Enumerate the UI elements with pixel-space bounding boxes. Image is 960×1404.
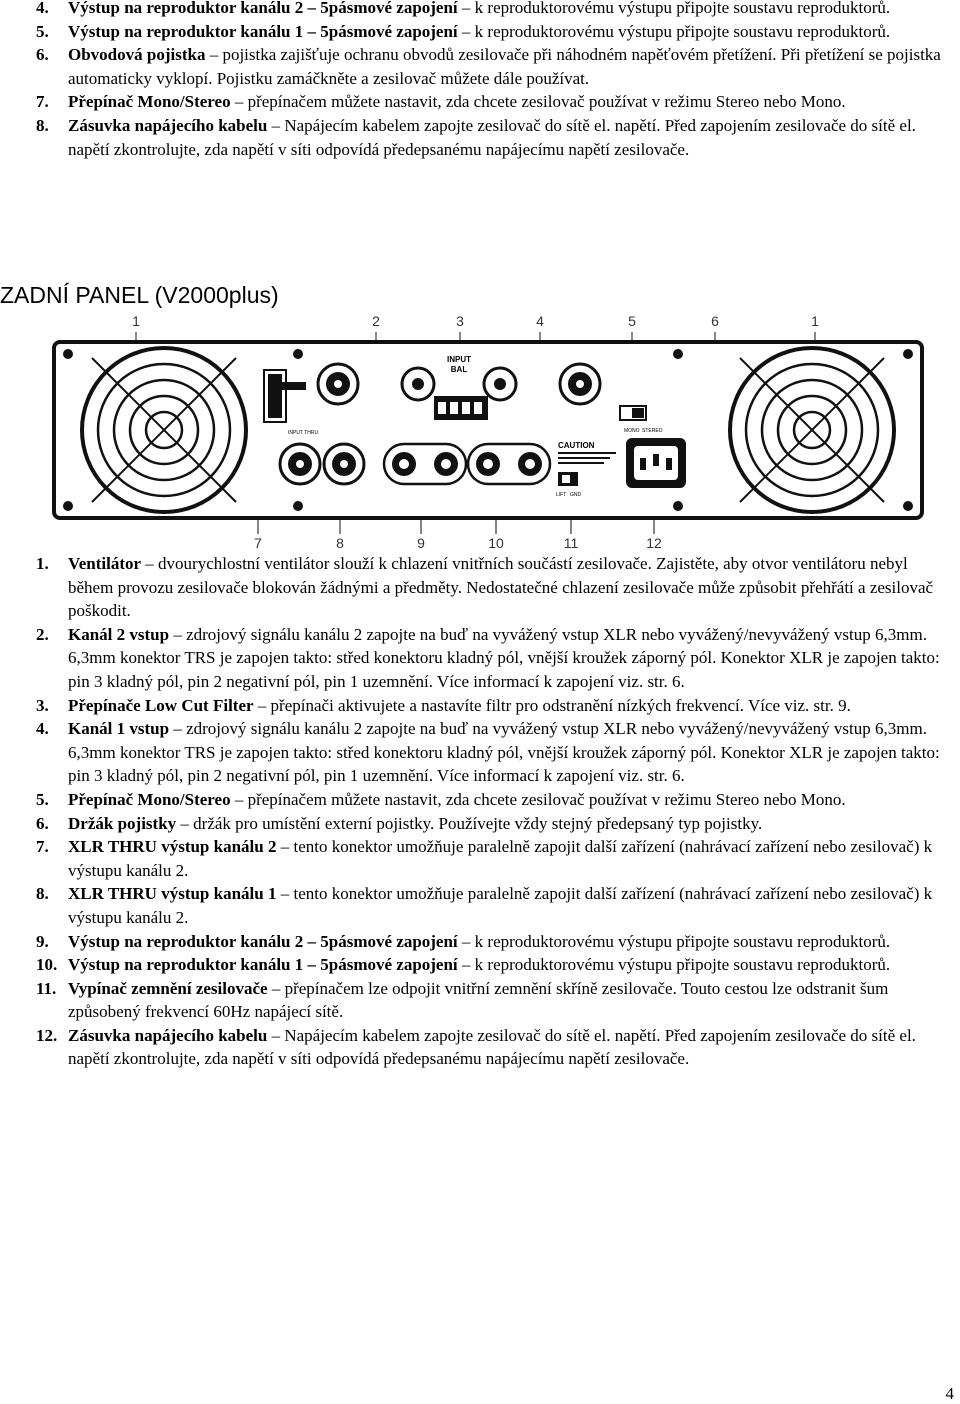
item-term: Kanál 1 vstup	[68, 719, 170, 739]
item-term: Přepínač Mono/Stereo	[68, 92, 231, 112]
callout-label: 1	[132, 313, 140, 329]
item-term: Vypínač zemnění zesilovače	[68, 978, 268, 998]
item-description: – k reproduktorovému výstupu připojte soustavu reproduktorů.	[457, 0, 891, 17]
callout-labels-top	[132, 313, 819, 329]
bottom-numbered-list	[0, 552, 960, 1071]
item-number: 4.	[36, 0, 49, 17]
item-description: – pojistka zajišťuje ochranu obvodů zesilovače při náhodném napěťovém přetížení. Při přetížení se pojistka automaticky vyklopí. Pojistku zamáčkněte a zesilovač můžete dále používat.	[68, 45, 941, 88]
callout-label: 10	[488, 535, 504, 550]
list-item	[0, 812, 960, 836]
power-inlet	[626, 438, 686, 488]
list-item	[0, 552, 960, 623]
item-term: Výstup na reproduktor kanálu 1 – 5pásmové zapojení	[68, 21, 458, 41]
item-description: – k reproduktorovému výstupu připojte soustavu reproduktorů.	[457, 931, 891, 951]
item-term: Ventilátor	[68, 554, 142, 573]
item-number: 8.	[36, 115, 49, 135]
page-number: 4	[945, 1384, 954, 1403]
callout-label: 1	[811, 313, 819, 329]
item-description: – tento konektor umožňuje paralelně zapojit další zařízení (nahrávací zařízení nebo zesilovač) k výstupu kanálu 2.	[68, 837, 933, 880]
list-item	[0, 114, 960, 161]
item-description: – Napájecím kabelem zapojte zesilovač do sítě el. napětí. Před zapojením zesilovače do sítě el. napětí zkontrolujte, zda napětí v síti odpovídá předepsanému napájecímu napětí zesilovače.	[68, 1025, 916, 1069]
list-item	[0, 1024, 960, 1071]
speaker-output-ch1	[468, 444, 550, 484]
item-term: XLR THRU výstup kanálu 2	[68, 837, 277, 857]
callout-label: 2	[372, 313, 380, 329]
item-term: Výstup na reproduktor kanálu 1 – 5pásmové zapojení	[68, 955, 458, 975]
item-number: 1.	[36, 554, 49, 573]
lift-label: LIFT	[556, 492, 567, 498]
list-item	[0, 90, 960, 114]
item-number: 7.	[36, 92, 49, 112]
xlr-thru-ch2	[280, 444, 320, 484]
item-number: 12.	[36, 1025, 58, 1045]
item-number: 2.	[36, 624, 49, 644]
item-description: – zdrojový signálu kanálu 2 zapojte na buď na vyvážený vstup XLR nebo vyvážený/nevyvážený vstup 6,3mm. 6,3mm konektor TRS je zapojen takto: střed konektoru kladný pól, vnější kroužek záporný pól. Konektor XLR je zapojen takto: pin 3 kladný pól, pin 2 negativní pól, pin 1 uzemnění. Více informací k zapojení viz. str. 6.	[68, 719, 940, 786]
item-number: 6.	[36, 813, 49, 833]
item-term: Výstup na reproduktor kanálu 2 – 5pásmové zapojení	[68, 931, 458, 951]
item-number: 11.	[36, 978, 57, 998]
xlr-input-ch2	[318, 364, 358, 404]
item-description: – dvourychlostní ventilátor slouží k chlazení vnitřních součástí zesilovače. Zajistěte, aby otvor ventilátoru nebyl během provozu zesilovače blokován žádnými a předměty. Nedostatečné chlazení zesilovače může způsobit přehřátí a zesilovač poškodit.	[68, 554, 934, 621]
xlr-thru-ch1	[324, 444, 364, 484]
item-term: Zásuvka napájecího kabelu	[68, 1025, 268, 1045]
item-term: Kanál 2 vstup	[68, 624, 170, 644]
list-item	[0, 882, 960, 929]
list-item	[0, 930, 960, 954]
bal-label: BAL	[450, 365, 468, 374]
mono-label: MONO	[624, 428, 640, 434]
item-description: – přepínačem můžete nastavit, zda chcete zesilovač používat v režimu Stereo nebo Mono.	[230, 789, 846, 809]
list-item	[0, 788, 960, 812]
item-term: Zásuvka napájecího kabelu	[68, 115, 268, 135]
callout-label: 12	[646, 535, 662, 550]
callout-label: 7	[254, 535, 262, 550]
item-description: – držák pro umístění externí pojistky. Používejte vždy stejný předepsaný typ pojistky.	[176, 813, 763, 833]
item-number: 8.	[36, 884, 49, 904]
item-number: 5.	[36, 21, 49, 41]
input-label: INPUT	[447, 355, 471, 364]
low-cut-filter-switches	[434, 396, 488, 420]
callout-label: 4	[536, 313, 544, 329]
list-item	[0, 835, 960, 882]
list-item	[0, 717, 960, 788]
item-description: – zdrojový signálu kanálu 2 zapojte na buď na vyvážený vstup XLR nebo vyvážený/nevyvážený vstup 6,3mm. 6,3mm konektor TRS je zapojen takto: střed konektoru kladný pól, vnější kroužek záporný pól. Konektor XLR je zapojen takto: pin 3 kladný pól, pin 2 negativní pól, pin 1 uzemnění. Více informací k zapojení viz. str. 6.	[68, 624, 940, 691]
item-number: 6.	[36, 45, 49, 65]
item-term: Výstup na reproduktor kanálu 2 – 5pásmové zapojení	[68, 0, 458, 17]
item-description: – přepínačem můžete nastavit, zda chcete zesilovač používat v režimu Stereo nebo Mono.	[230, 92, 846, 112]
callout-labels-bottom	[254, 535, 662, 550]
item-term: Obvodová pojistka	[68, 45, 206, 65]
item-term: Přepínače Low Cut Filter	[68, 695, 254, 715]
item-term: Přepínač Mono/Stereo	[68, 789, 231, 809]
list-item	[0, 623, 960, 694]
list-item	[0, 977, 960, 1024]
item-term: Držák pojistky	[68, 813, 177, 833]
item-description: – k reproduktorovému výstupu připojte soustavu reproduktorů.	[457, 21, 891, 41]
item-number: 9.	[36, 931, 49, 951]
top-numbered-list	[0, 0, 960, 161]
section-heading: ZADNÍ PANEL (V2000plus)	[0, 282, 279, 308]
speaker-output-ch2	[384, 444, 466, 484]
item-number: 3.	[36, 695, 49, 715]
list-item	[0, 694, 960, 718]
input-thru-label: INPUT THRU	[288, 430, 319, 436]
callout-label: 6	[711, 313, 719, 329]
trs-input-ch2	[402, 368, 434, 400]
callout-label: 8	[336, 535, 344, 550]
rear-panel-diagram	[38, 312, 938, 550]
item-term: XLR THRU výstup kanálu 1	[68, 884, 277, 904]
callout-label: 3	[456, 313, 464, 329]
callout-label: 11	[563, 535, 579, 550]
item-number: 5.	[36, 789, 49, 809]
item-description: – Napájecím kabelem zapojte zesilovač do sítě el. napětí. Před zapojením zesilovače do sítě el. napětí zkontrolujte, zda napětí v síti odpovídá předepsanému napájecímu napětí zesilovače.	[68, 115, 916, 159]
callout-label: 9	[417, 535, 425, 550]
item-description: – tento konektor umožňuje paralelně zapojit další zařízení (nahrávací zařízení nebo zesilovač) k výstupu kanálu 2.	[68, 884, 933, 927]
list-item	[0, 953, 960, 977]
item-description: – přepínači aktivujete a nastavíte filtr pro odstranění nízkých frekvencí. Více viz. str. 9.	[253, 695, 851, 715]
callout-label: 5	[628, 313, 636, 329]
list-item	[0, 0, 960, 20]
item-number: 7.	[36, 837, 49, 857]
item-number: 10.	[36, 955, 58, 975]
list-item	[0, 43, 960, 90]
xlr-input-ch1	[560, 364, 600, 404]
item-description: – přepínačem lze odpojit vnitřní zemnění skříně zesilovače. Touto cestou lze odstranit šum způsobený frekvencí 60Hz napájecí sítě.	[68, 978, 889, 1022]
item-number: 4.	[36, 719, 49, 739]
item-description: – k reproduktorovému výstupu připojte soustavu reproduktorů.	[457, 955, 891, 975]
trs-input-ch1	[484, 368, 516, 400]
caution-label: CAUTION	[558, 441, 595, 450]
stereo-label: STEREO	[642, 428, 663, 434]
list-item	[0, 20, 960, 44]
gnd-label: GND	[570, 492, 582, 498]
